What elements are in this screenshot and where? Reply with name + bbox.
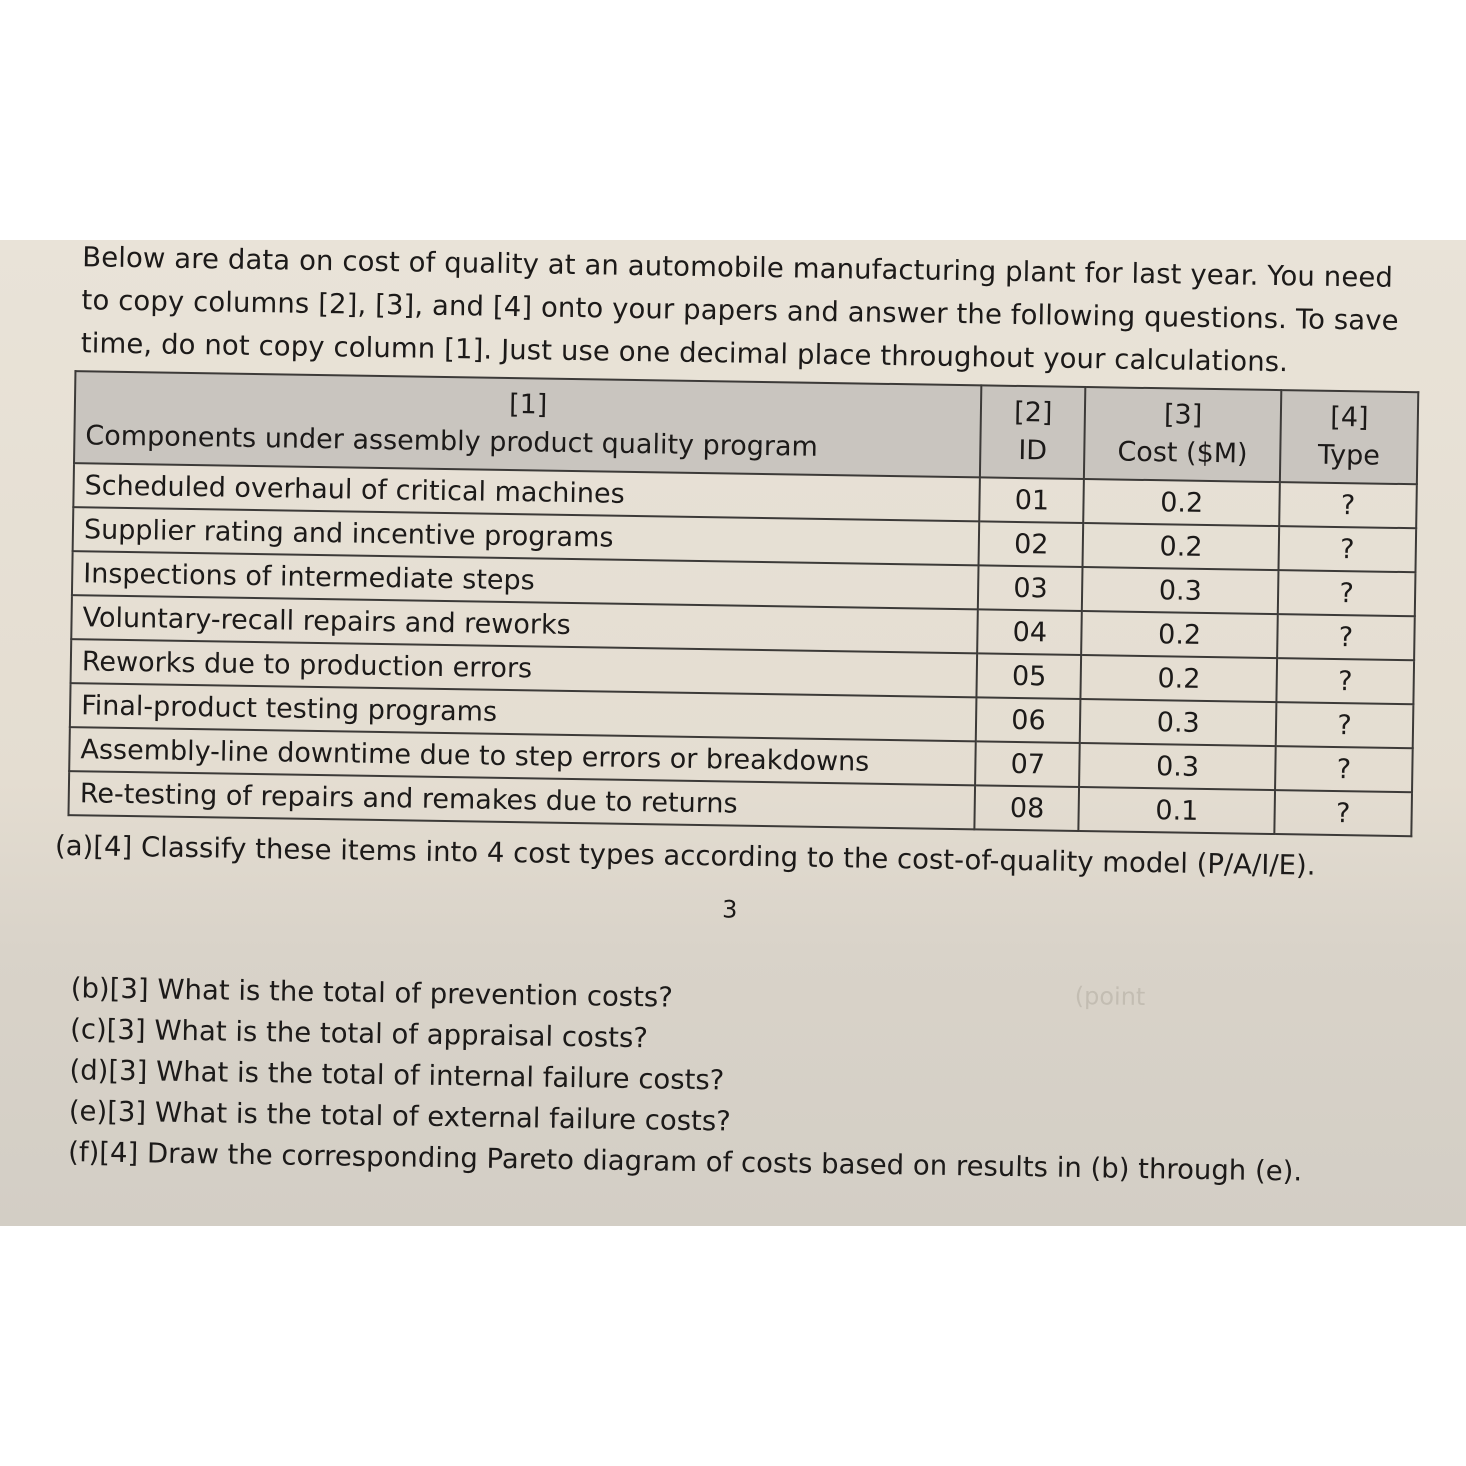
component-cell: Final-product testing programs <box>70 683 977 741</box>
intro-line-3: time, do not copy column [1]. Just use one decimal place throughout your calculations. <box>80 327 1289 379</box>
question-d: (d)[3] What is the total of internal failure costs? <box>69 1054 725 1097</box>
type-cell: ? <box>1277 658 1415 704</box>
header-cost-label: Cost ($M) <box>1117 436 1248 470</box>
header-cost-number: [3] <box>1163 399 1203 431</box>
component-cell: Voluntary-recall repairs and reworks <box>71 595 978 653</box>
id-cell: 04 <box>978 609 1083 655</box>
id-cell: 08 <box>975 785 1080 831</box>
intro-paragraph <box>81 240 1423 386</box>
cost-of-quality-table <box>67 370 1419 837</box>
page-number: 3 <box>721 895 738 924</box>
type-cell: ? <box>1278 570 1416 616</box>
type-cell: ? <box>1275 746 1413 792</box>
id-cell: 01 <box>980 477 1085 523</box>
id-cell: 07 <box>976 741 1081 787</box>
component-cell: Reworks due to production errors <box>71 639 978 697</box>
question-e: (e)[3] What is the total of external failure costs? <box>68 1095 732 1138</box>
header-type <box>1280 390 1418 484</box>
cost-cell: 0.2 <box>1084 479 1280 526</box>
id-cell: 03 <box>978 565 1083 611</box>
type-cell: ? <box>1277 614 1415 660</box>
header-type-number: [4] <box>1330 401 1369 434</box>
component-cell: Supplier rating and incentive programs <box>73 507 980 565</box>
intro-line-2: to copy columns [2], [3], and [4] onto your papers and answer the following questions. To save <box>81 284 1399 337</box>
type-cell: ? <box>1276 702 1414 748</box>
type-cell: ? <box>1279 482 1417 528</box>
question-f: (f)[4] Draw the corresponding Pareto diagram of costs based on results in (b) through (e). <box>67 1136 1303 1188</box>
type-cell: ? <box>1279 526 1417 572</box>
header-id-label: ID <box>1018 434 1048 467</box>
header-type-label: Type <box>1317 439 1381 472</box>
cost-cell: 0.1 <box>1079 787 1275 834</box>
header-components-number: [1] <box>508 388 548 421</box>
question-a: (a)[4] Classify these items into 4 cost types according to the cost-of-quality model (P/A/I/E). <box>54 829 1316 882</box>
document-photo <box>0 240 1466 1226</box>
cost-cell: 0.2 <box>1081 655 1277 702</box>
exam-sheet <box>0 240 1466 1226</box>
cost-cell: 0.2 <box>1081 611 1277 658</box>
question-b: (b)[3] What is the total of prevention costs? <box>70 972 674 1014</box>
cost-cell: 0.3 <box>1080 699 1276 746</box>
cost-cell: 0.3 <box>1082 567 1278 614</box>
intro-line-1: Below are data on cost of quality at an automobile manufacturing plant for last year. You need <box>81 241 1394 294</box>
id-cell: 06 <box>976 697 1081 743</box>
id-cell: 05 <box>977 653 1082 699</box>
component-cell: Re-testing of repairs and remakes due to returns <box>68 771 975 829</box>
component-cell: Inspections of intermediate steps <box>72 551 979 609</box>
header-id-number: [2] <box>1013 396 1053 429</box>
header-cost <box>1084 387 1281 482</box>
type-cell: ? <box>1274 790 1412 836</box>
cost-cell: 0.2 <box>1083 523 1279 570</box>
id-cell: 02 <box>979 521 1084 567</box>
header-id <box>980 385 1085 479</box>
questions-list <box>68 968 1305 1192</box>
cost-cell: 0.3 <box>1079 743 1275 790</box>
question-c: (c)[3] What is the total of appraisal costs? <box>69 1013 649 1055</box>
component-cell: Scheduled overhaul of critical machines <box>73 463 980 521</box>
bleed-through-text: (point <box>1074 981 1146 1012</box>
component-cell: Assembly-line downtime due to step errors or breakdowns <box>69 727 976 785</box>
header-components-label: Components under assembly product quality program <box>85 420 819 463</box>
header-components <box>74 371 982 477</box>
